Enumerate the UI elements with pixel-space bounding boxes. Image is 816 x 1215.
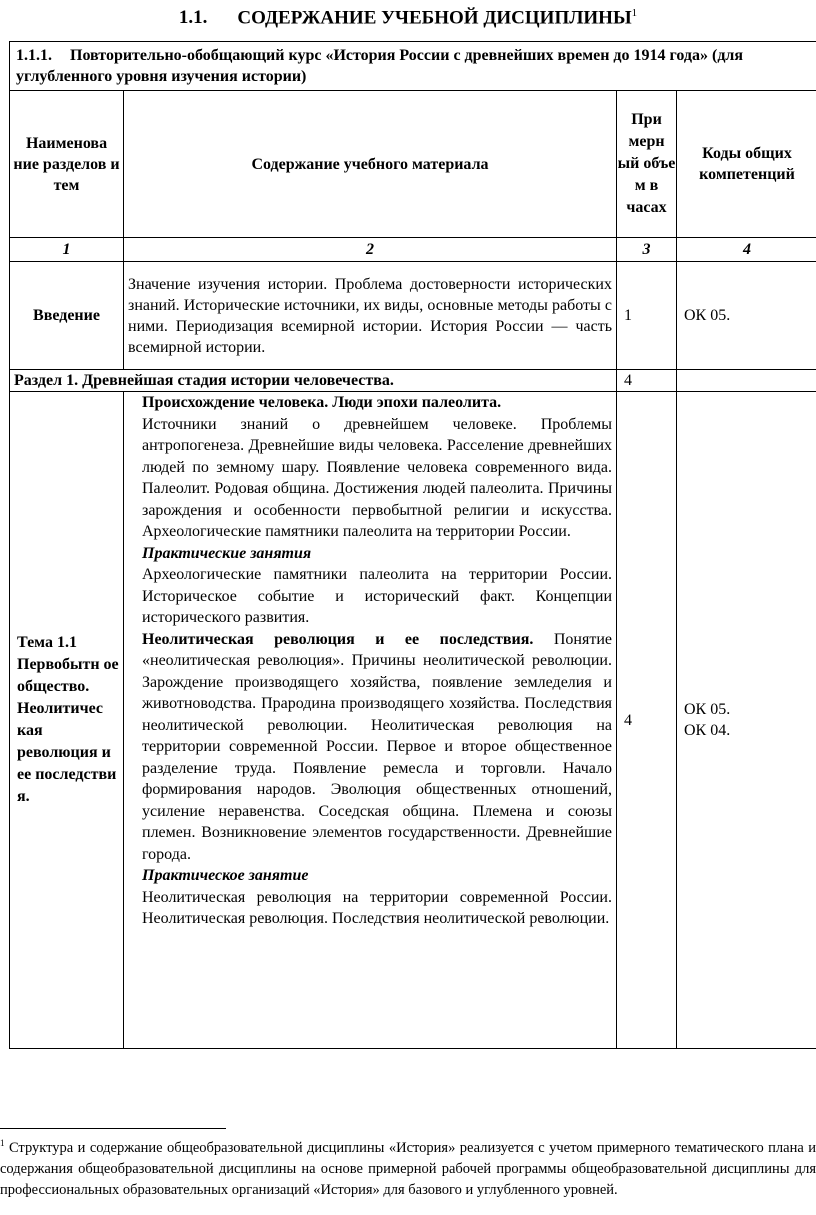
course-cell [10,42,816,91]
column-number: 4 [677,238,816,262]
column-number: 1 [10,238,124,262]
header-volume: При мерн ый объе м в часах [617,91,677,238]
footnote-text: Структура и содержание общеобразовательной дисциплины «История» реализуется с учетом примерного тематического плана и содержания общеобразовательной дисциплины на основе примерной рабочей программы общеобразовательной дисциплины для профессиональных образовательных организаций «История» для базового и углубленного уровней. [0,1139,816,1198]
course-title: Повторительно-обобщающий курс «История России с древнейших времен до 1914 года» (для углубленного уровня изучения истории) [16,47,744,85]
topic-hours: 4 [617,392,677,1049]
course-number: 1.1.1. [16,47,52,64]
practice2-title: Практическое занятие [142,867,309,884]
page-heading [0,0,816,31]
section-title: Раздел 1. Древнейшая стадия истории человечества. [10,370,617,392]
header-row [10,91,816,238]
intro-codes: ОК 05. [677,262,816,370]
footnote-separator [0,1128,226,1129]
topic-code: ОК 05. [684,701,731,718]
header-codes: Коды общих компетенций [677,91,816,238]
course-row [10,42,816,91]
block1-title: Происхождение человека. Люди эпохи палеолита. [142,394,502,411]
topic-row [10,392,816,1049]
intro-name: Введение [10,262,124,370]
practice1-title: Практические занятия [142,544,312,562]
intro-content: Значение изучения истории. Проблема достоверности исторических знаний. Исторические источники, их виды, основные методы работы с ними. Периодизация всемирной истории. История России — часть всемирной истории. [124,262,617,370]
block2-title: Неолитическая революция и ее последствия. [142,630,534,648]
topic-code: ОК 04. [684,722,731,739]
section-codes-empty [677,370,816,392]
header-content: Содержание учебного материала [124,91,617,238]
block1-text: Источники знаний о древнейшем человеке. Проблемы антропогенеза. Древнейшие виды человека. Расселение древнейших людей по земному шару. Появление человека современного вида. Палеолит. Родовая община. Достижения людей палеолита. Причины зарождения и особенности первобытной религии и искусства. Археологические памятники палеолита на территории России. [142,415,612,540]
intro-hours: 1 [617,262,677,370]
practice2-text: Неолитическая революция на территории современной России. Неолитическая революция. Последствия неолитической революции. [142,888,612,927]
block2-text: Понятие «неолитическая революция». Причины неолитической революции. Зарождение производящего хозяйства, появление земледелия и животноводства. Прародина производящего хозяйства. Последствия неолитической революции. Неолитическая революция на территории современной России. Первое и второе общественное разделение труда. Появление ремесла и торговли. Начало формирования народов. Эволюция общественных отношений, усиление неравенства. Соседская община. Племена и союзы племен. Возникновение элементов государственности. Древнейшие города. [142,630,612,863]
footnote [0,1133,816,1201]
heading-title: СОДЕРЖАНИЕ УЧЕБНОЙ ДИСЦИПЛИНЫ [237,7,632,29]
footnote-mark: 1 [0,1138,5,1148]
curriculum-table [9,41,816,1049]
column-number-row [10,238,816,262]
intro-row [10,262,816,370]
topic-codes [677,392,816,1049]
topic-name: Тема 1.1 Первобытн ое общество. Неолитичес кая революция и ее последстви я. [10,392,124,1049]
section-hours: 4 [617,370,677,392]
section-row [10,370,816,392]
practice1-text: Археологические памятники палеолита на территории России. Историческое событие и исторический факт. Концепции исторического развития. [142,566,612,626]
column-number: 3 [617,238,677,262]
heading-number: 1.1. [178,7,208,29]
header-names: Наименова ние разделов и тем [10,91,124,238]
heading-footnote-mark: 1 [631,7,638,19]
topic-content [124,392,617,1049]
column-number: 2 [124,238,617,262]
